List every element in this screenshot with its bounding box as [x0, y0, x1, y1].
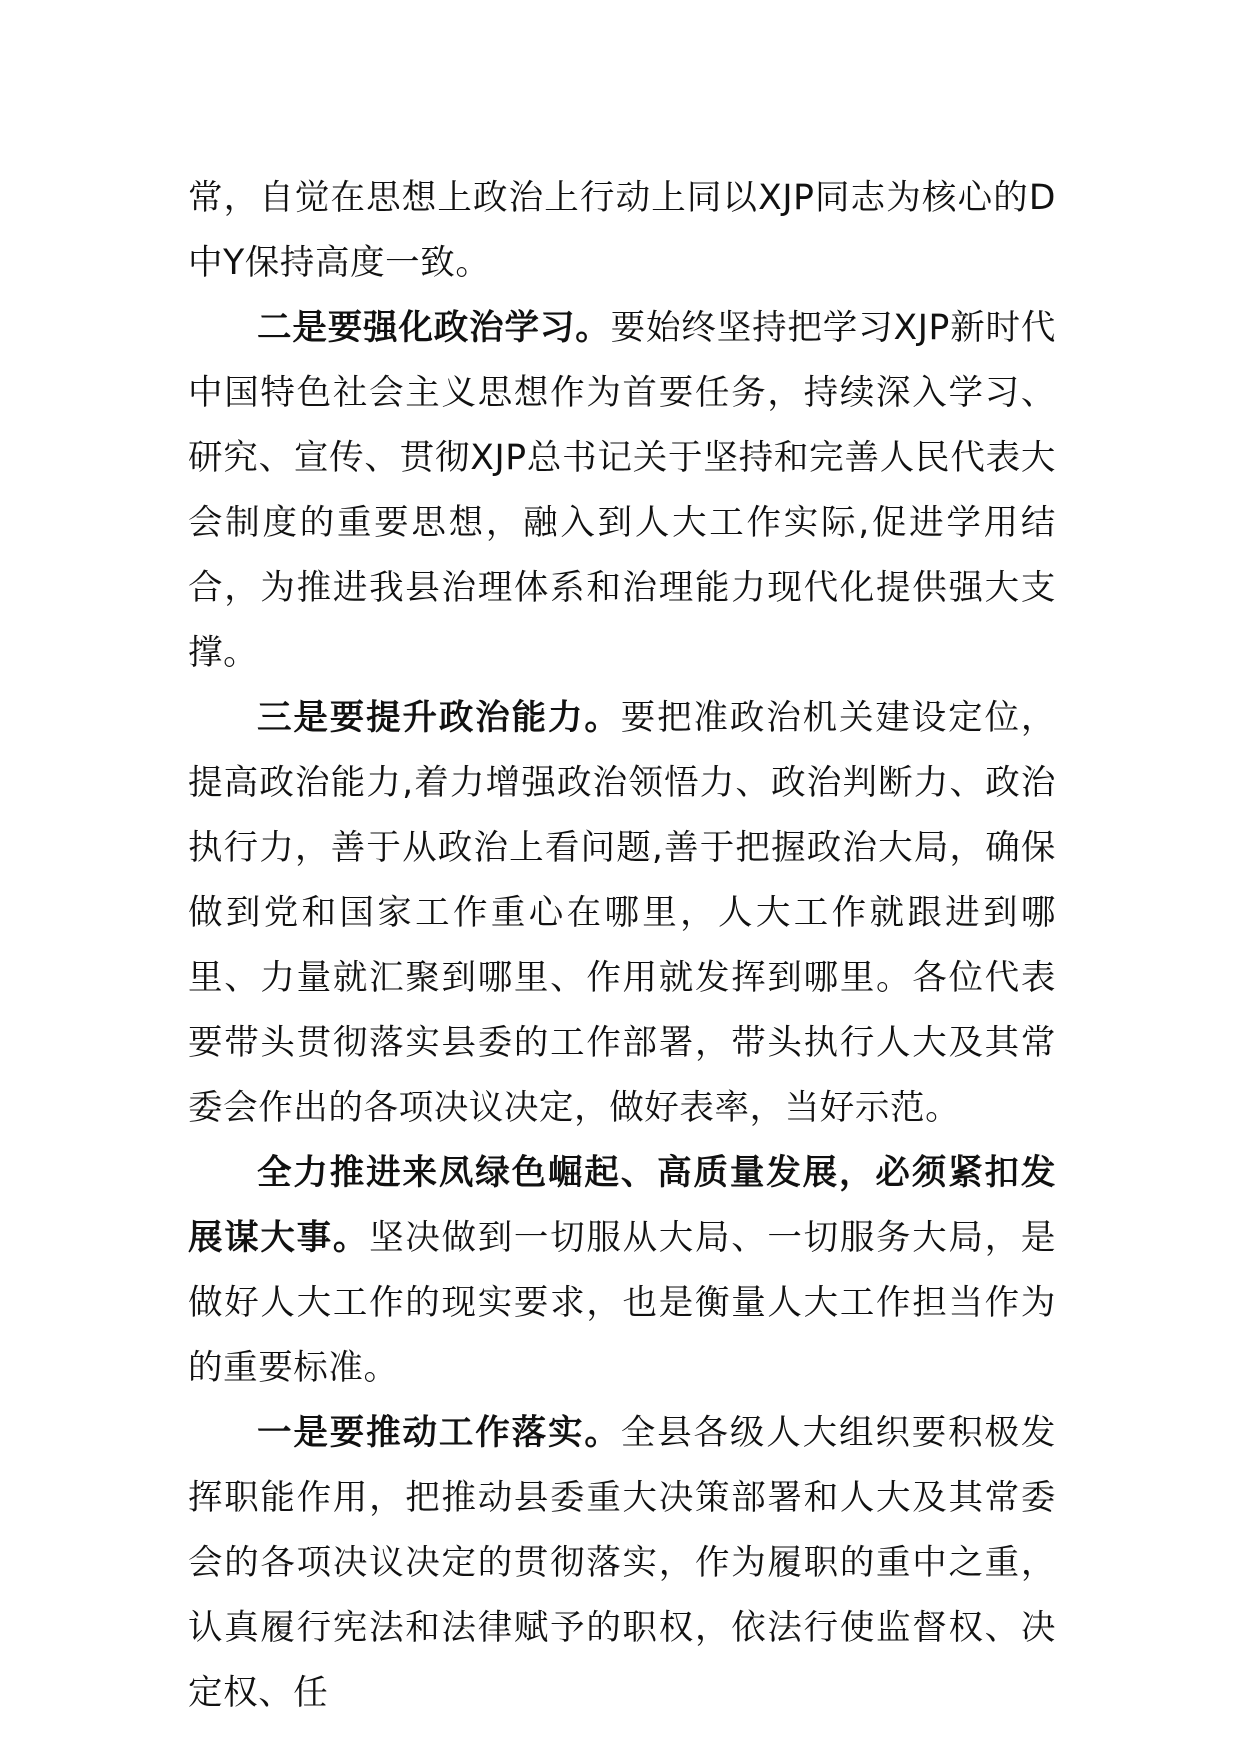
paragraph-body: 全县各级人大组织要积极发挥职能作用，把推动县委重大决策部署和人大及其常委会的各项决议决定的贯彻落实，作为履职的重中之重，认真履行宪法和法律赋予的职权，依法行使监督权、决定权、任: [188, 1413, 1057, 1713]
paragraph-body: 要把准政治机关建设定位，提高政治能力,着力增强政治领悟力、政治判断力、政治执行力，善于从政治上看问题,善于把握政治大局，确保做到党和国家工作重心在哪里，人大工作就跟进到哪里、力量就汇聚到哪里、作用就发挥到哪里。各位代表要带头贯彻落实县委的工作部署，带头执行人大及其常委会作出的各项决议决定，做好表率，当好示范。: [188, 698, 1057, 1128]
paragraph-development: [188, 1141, 1056, 1401]
paragraph-heading: 全力推进来凤绿色崛起、高质量发展，必须紧扣发展谋大事。: [188, 1153, 1056, 1258]
document-body: [188, 166, 1056, 1726]
paragraph-body: 常，自觉在思想上政治上行动上同以XJP同志为核心的D中Y保持高度一致。: [188, 178, 1056, 283]
paragraph-political-ability: [188, 686, 1056, 1141]
paragraph-heading: 一是要推动工作落实。: [257, 1413, 621, 1453]
paragraph-body: 要始终坚持把学习XJP新时代中国特色社会主义思想作为首要任务，持续深入学习、研究、宣传、贯彻XJP总书记关于坚持和完善人民代表大会制度的重要思想，融入到人大工作实际,促进学用结合，为推进我县治理体系和治理能力现代化提供强大支撑。: [188, 308, 1057, 673]
paragraph-continuation: [188, 166, 1056, 296]
paragraph-heading: 二是要强化政治学习。: [257, 308, 611, 348]
paragraph-heading: 三是要提升政治能力。: [257, 698, 621, 738]
paragraph-work-implementation: [188, 1401, 1056, 1726]
paragraph-political-study: [188, 296, 1056, 686]
paragraph-body: 坚决做到一切服从大局、一切服务大局，是做好人大工作的现实要求，也是衡量人大工作担当作为的重要标准。: [188, 1218, 1057, 1388]
